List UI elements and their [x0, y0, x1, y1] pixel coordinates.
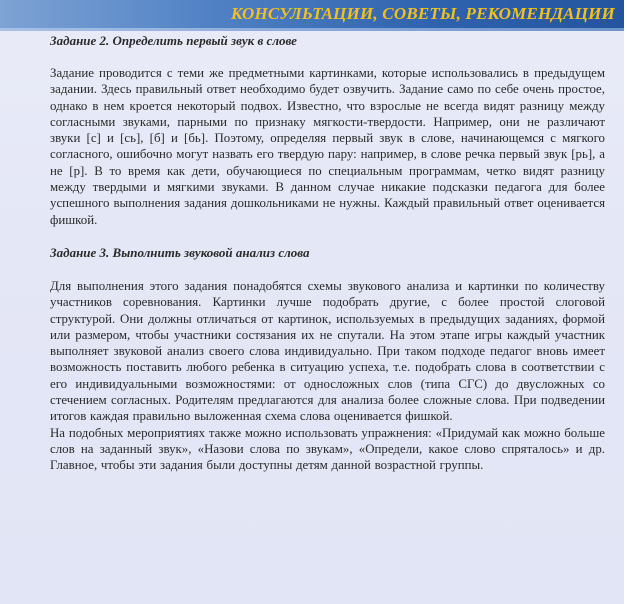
- task3-paragraph-2: На подобных мероприятиях также можно использовать упражнения: «Придумай как можно больше слов на заданный звук», «Назови слова по звукам», «Определи, какое слово спряталось» и др. Главное, чтобы эти задания были доступны детям данной возрастной группы.: [50, 425, 605, 473]
- banner-title: КОНСУЛЬТАЦИИ, СОВЕТЫ, РЕКОМЕНДАЦИИ: [231, 4, 615, 23]
- spacer: [50, 261, 605, 278]
- task2-heading: Задание 2. Определить первый звук в слове: [50, 33, 297, 48]
- task3-paragraph-1: Для выполнения этого задания понадобятся схемы звукового анализа и картинки по количеству участников соревнования. Картинки лучше подобрать другие, с более простой слоговой структурой. Они должны отличаться от картинок, используемых в предыдущих заданиях, формой или размером, чтобы участники состязания их не спутали. На этом этапе игры каждый участник выполняет звуковой анализ своего слова индивидуально. При таком подходе педагог вновь имеет возможность поставить любого ребенка в ситуацию успеха, т.е. подобрать слова в соответствии с его индивидуальными возможностями: от односложных слов (типа СГС) до двусложных со стечением согласных. Родителям предлагаются для анализа более сложные слова. При подведении итогов каждая правильно выложенная схема слова оценивается фишкой.: [50, 278, 605, 424]
- spacer: [50, 49, 605, 65]
- spacer: [50, 228, 605, 245]
- task3-heading: Задание 3. Выполнить звуковой анализ слова: [50, 244, 310, 260]
- document-body: [50, 33, 605, 474]
- task2-paragraph: Задание проводится с теми же предметными картинками, которые использовались в предыдущем задании. Здесь правильный ответ необходимо будет озвучить. Задание само по себе очень простое, однако в нем кроется некоторый подвох. Известно, что взрослые не всегда видят разницу между согласными звуками, парными по признаку мягкости-твердости. Например, они не различают звуки [с] и [сь], [б] и [бь]. Поэтому, определяя первый звук в слове, начинающемся с мягкого согласного, ошибочно могут назвать его твердую пару: например, в слове речка первый звук [рь], а не [р]. В то время как дети, обучающиеся по специальным программам, четко видят разницу между твердыми и мягкими звуками. В данном случае никакие подсказки педагога для более успешного выполнения задания дошкольниками не нужны. Каждый правильный ответ оценивается фишкой.: [50, 66, 605, 227]
- header-banner: [0, 0, 627, 30]
